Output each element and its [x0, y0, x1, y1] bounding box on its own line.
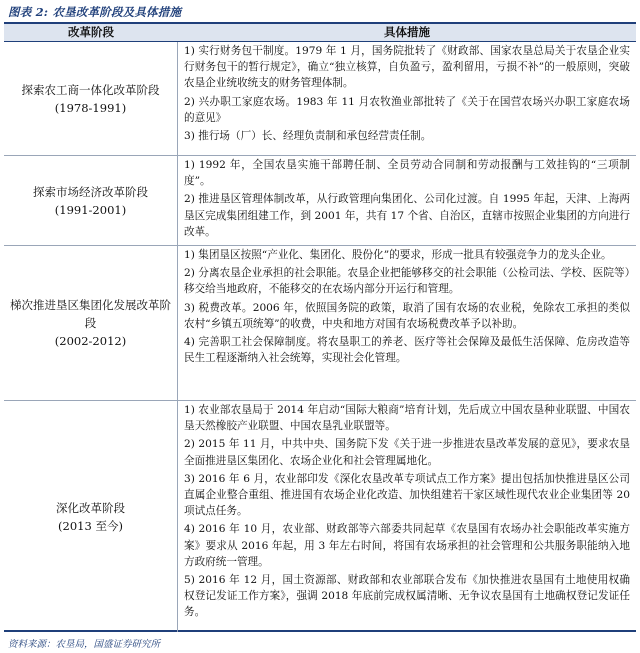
measure-item: 1) 1992 年，全国农垦实施干部聘任制、全员劳动合同制和劳动报酬与工效挂钩的“三项制度”。 [184, 159, 630, 188]
measure-item: 2) 分离农垦企业承担的社会职能。农垦企业把能够移交的社会职能（公检司法、学校、医院等）移交给当地政府，不能移交的在农场内部分开运行和管理。 [184, 267, 630, 296]
measures-cell [178, 246, 636, 400]
stage-period: (1978-1991) [54, 100, 127, 115]
measure-item: 2) 2015 年 11 月，中共中央、国务院下发《关于进一步推进农垦改革发展的意见》，要求农垦全面推进垦区集团化、农场企业化和社会管理属地化。 [184, 438, 630, 467]
measure-item: 1) 实行财务包干制度。1979 年 1 月，国务院批转了《财政部、国家农垦总局关于农垦企业实行财务包干的暂行规定》，确立“独立核算，自负盈亏，盈利留用，亏损不补”的一般原则，突破农垦企业统收统支的财务管理体制。 [184, 45, 630, 90]
header-stage: 改革阶段 [68, 25, 114, 39]
stage-name: 探索市场经济改革阶段 [33, 184, 148, 199]
stage-period: (2013 至今) [58, 518, 123, 533]
stage-cell [4, 246, 178, 400]
measure-item: 1) 集团垦区按照“产业化、集团化、股份化”的要求，形成一批具有较强竞争力的龙头企业。 [184, 249, 612, 261]
stage-period: (1991-2001) [54, 202, 127, 217]
measures-cell [178, 42, 636, 155]
figure-title: 图表 2: 农垦改革阶段及具体措施 [8, 5, 182, 19]
stage-period: (2002-2012) [54, 334, 127, 348]
table-row-stage-4 [4, 401, 636, 632]
measure-item: 4) 2016 年 10 月，农业部、财政部等六部委共同起草《农垦国有农场办社会职能改革实施方案》要求从 2016 年起，用 3 年左右时间，将国有农场承担的社会管理和公共服务职能纳入地方政府统一管理。 [184, 523, 630, 568]
measure-item: 2) 推进垦区管理体制改革，从行政管理向集团化、公司化过渡。自 1995 年起，天津、上海两垦区完成集团组建工作，到 2001 年，共有 17 个省、自治区，直辖市按照企业集团的方向进行改革。 [184, 193, 630, 238]
stage-name: 梯次推进垦区集团化发展改革阶段 [10, 298, 171, 330]
measure-item: 3) 税费改革。2006 年，依照国务院的政策，取消了国有农场的农业税，免除农工承担的类似农村“乡镇五项统筹”的收费，中央和地方对国有农场税费改革予以补助。 [184, 301, 630, 330]
source-note: 资料来源：农垦局，国盛证券研究所 [8, 639, 161, 650]
measure-item: 3) 推行场（厂）长、经理负责制和承包经营责任制。 [184, 130, 432, 143]
stage-cell [4, 156, 178, 245]
measure-item: 1) 农业部农垦局于 2014 年启动“国际大粮商”培育计划，先后成立中国农垦种业联盟、中国农垦天然橡胶产业联盟、中国农垦乳业联盟等。 [184, 404, 630, 433]
measure-item: 3) 2016 年 6 月，农业部印发《深化农垦改革专项试点工作方案》提出包括加快推进垦区公司直属企业整合重组、推进国有农场企业化改造、加快组建若干家区域性现代农业企业集团等 20 项试点任务。 [184, 472, 630, 518]
stage-cell [4, 42, 178, 155]
stage-cell [4, 401, 178, 632]
measures-cell [178, 156, 636, 245]
table-row-stage-2 [4, 156, 636, 246]
measure-item: 2) 兴办职工家庭农场。1983 年 11 月农牧渔业部批转了《关于在国营农场兴办职工家庭农场的意见》 [184, 95, 630, 124]
reform-stages-table [4, 22, 636, 632]
stage-name: 深化改革阶段 [56, 500, 125, 515]
header-measures: 具体措施 [384, 25, 430, 39]
table-row-stage-1 [4, 42, 636, 156]
measures-cell [178, 401, 636, 632]
table-row-stage-3 [4, 246, 636, 401]
table-header [4, 24, 636, 42]
measure-item: 5) 2016 年 12 月，国土资源部、财政部和农业部联合发布《加快推进农垦国有土地使用权确权登记发证工作方案》，强调 2018 年底前完成权属清晰、无争议农垦国有土地确权登记发证任务。 [184, 574, 630, 619]
stage-name: 探索农工商一体化改革阶段 [21, 82, 160, 97]
measure-item: 4) 完善职工社会保障制度。将农垦职工的养老、医疗等社会保障及最低生活保障、危房改造等民生工程逐渐纳入社会统筹，实现社会化管理。 [184, 336, 630, 365]
